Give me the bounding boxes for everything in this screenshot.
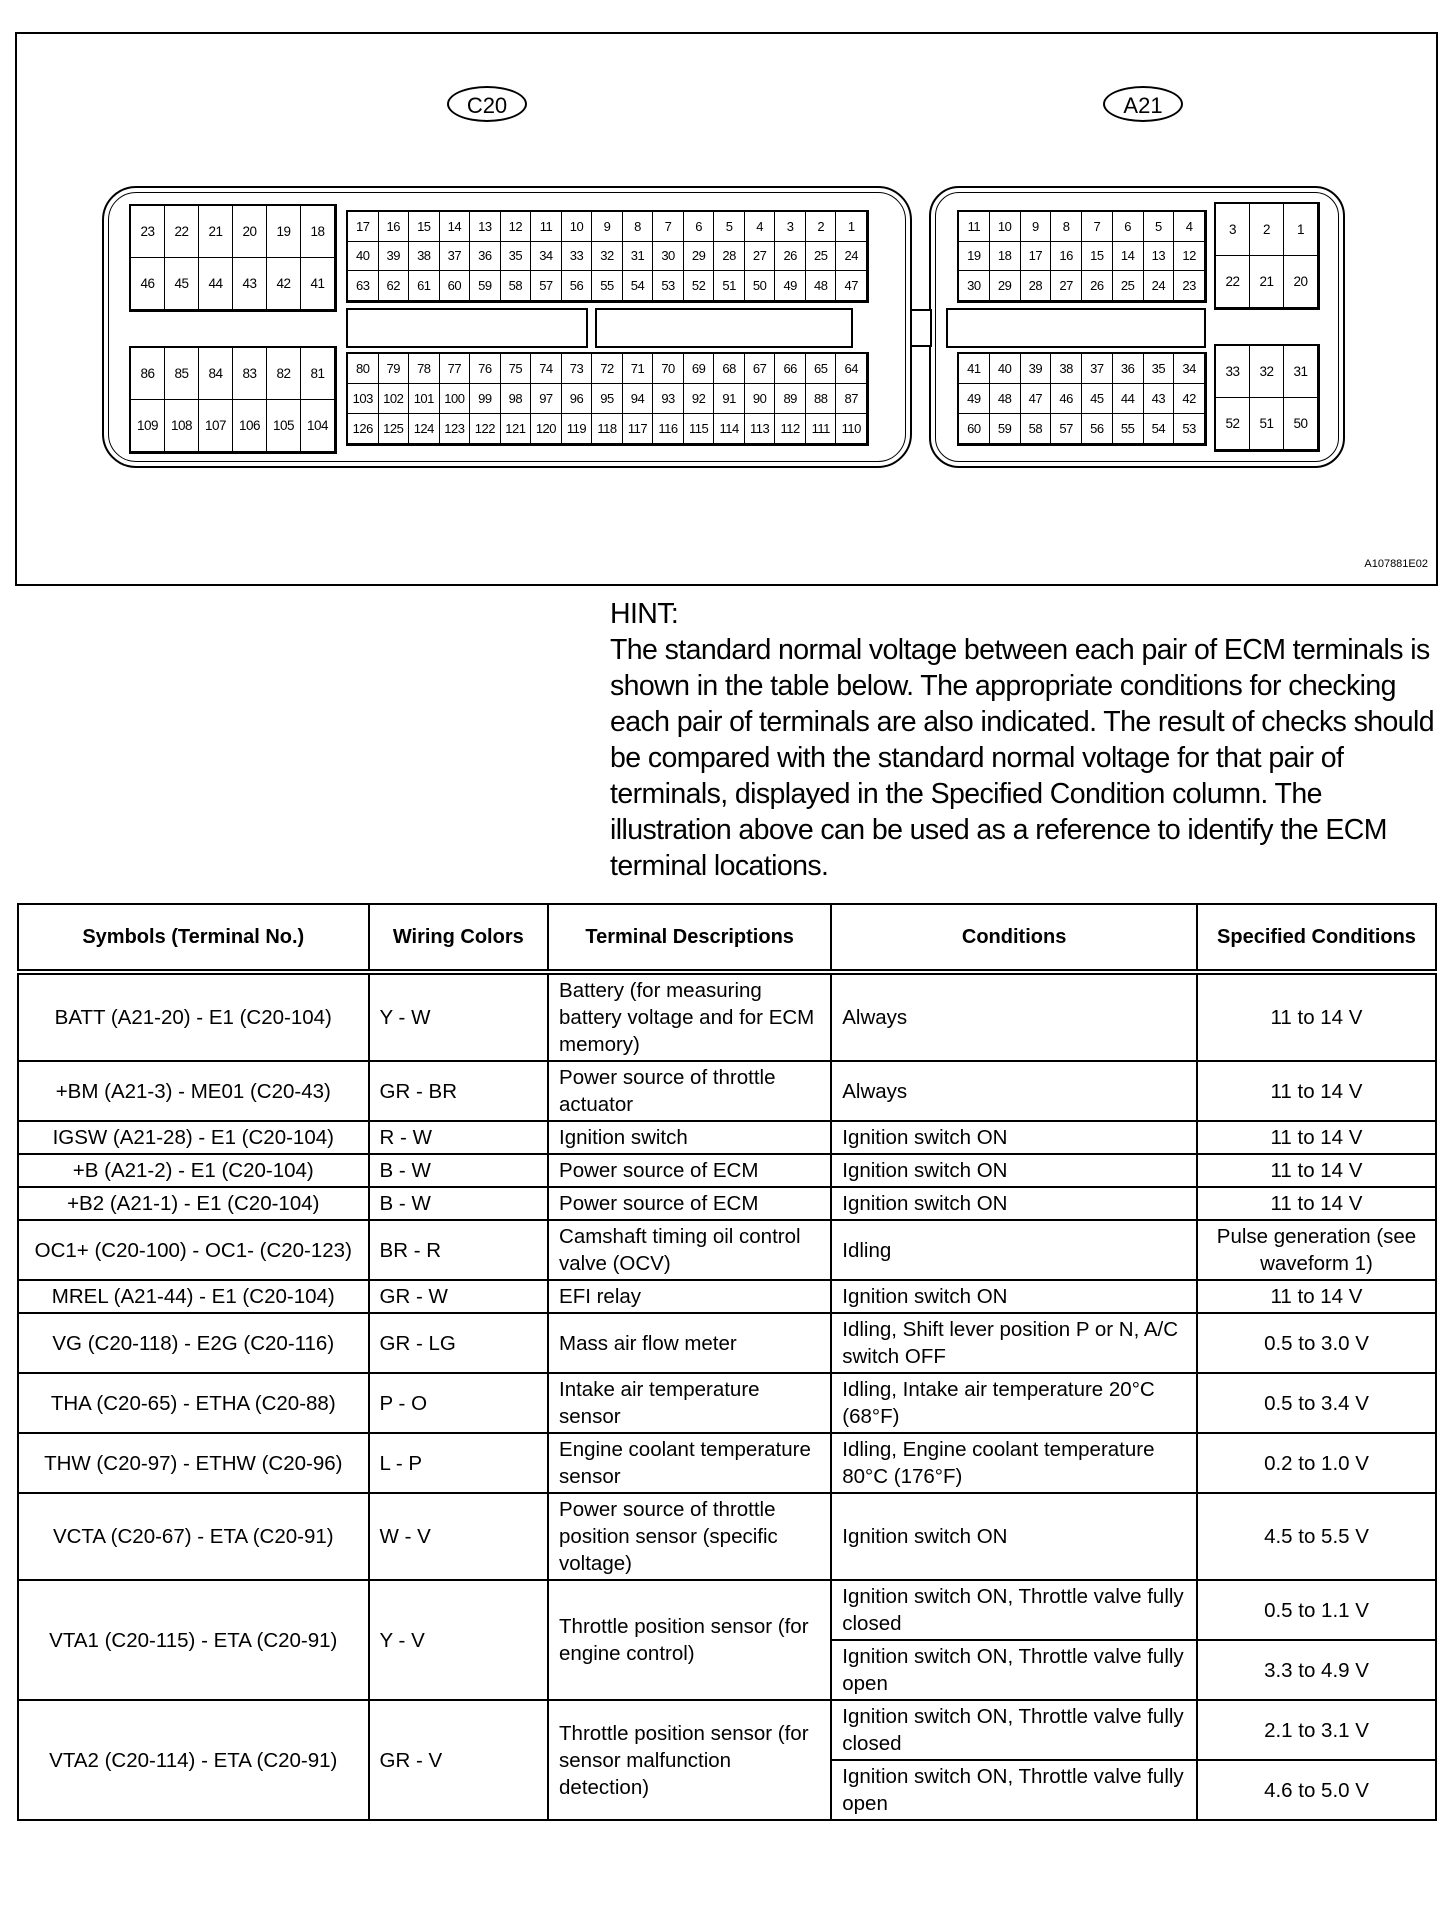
terminal-pin: 51: [1250, 398, 1284, 450]
terminal-pin: 38: [1051, 354, 1082, 384]
terminal-pin: 93: [653, 384, 684, 414]
terminal-pin: 37: [1082, 354, 1113, 384]
cell-condition: Ignition switch ON, Throttle valve fully closed: [831, 1580, 1197, 1640]
terminal-pin: 51: [714, 271, 745, 301]
terminal-pin: 113: [745, 414, 776, 444]
terminal-pin: 67: [745, 354, 776, 384]
terminal-pin: 28: [714, 242, 745, 272]
terminal-pin: 34: [1174, 354, 1205, 384]
cell-description: Throttle position sensor (for sensor malfunction detection): [548, 1700, 831, 1820]
terminal-pin: 112: [775, 414, 806, 444]
cell-description: Battery (for measuring battery voltage and for ECM memory): [548, 972, 831, 1061]
terminal-pin: 25: [1113, 271, 1144, 301]
terminal-pin: 80: [348, 354, 379, 384]
terminal-pin: 20: [1284, 256, 1318, 308]
cell-condition: Ignition switch ON: [831, 1493, 1197, 1580]
terminal-pin: 4: [745, 212, 776, 242]
cell-specified: 4.6 to 5.0 V: [1197, 1760, 1436, 1820]
terminal-pin: 117: [623, 414, 654, 444]
cell-description: EFI relay: [548, 1280, 831, 1313]
terminal-pin: 11: [531, 212, 562, 242]
cell-specified: 2.1 to 3.1 V: [1197, 1700, 1436, 1760]
terminal-pin: 8: [1051, 212, 1082, 242]
terminal-pin: 52: [1216, 398, 1250, 450]
terminal-pin: 111: [806, 414, 837, 444]
terminal-pin: 99: [470, 384, 501, 414]
terminal-pin: 79: [379, 354, 410, 384]
table-row: [18, 1280, 1436, 1313]
cell-description: Power source of ECM: [548, 1154, 831, 1187]
table-row: [18, 1433, 1436, 1493]
terminal-pin: 32: [592, 242, 623, 272]
terminal-pin: 55: [592, 271, 623, 301]
header-specified-conditions: Specified Conditions: [1197, 904, 1436, 972]
terminal-pin: 101: [409, 384, 440, 414]
terminal-pin: 124: [409, 414, 440, 444]
terminal-pin: 81: [301, 348, 335, 400]
terminal-pin: 123: [440, 414, 471, 444]
connector-latch: [910, 309, 932, 347]
terminal-pin: 121: [501, 414, 532, 444]
cell-symbols: MREL (A21-44) - E1 (C20-104): [18, 1280, 369, 1313]
ecm-connector-figure: [15, 32, 1438, 586]
a21-terminal-block-upper-main: [957, 210, 1207, 303]
terminal-pin: 95: [592, 384, 623, 414]
cell-symbols: +BM (A21-3) - ME01 (C20-43): [18, 1061, 369, 1121]
terminal-pin: 106: [233, 400, 267, 452]
terminal-pin: 84: [199, 348, 233, 400]
cell-symbols: VG (C20-118) - E2G (C20-116): [18, 1313, 369, 1373]
cell-specified: 11 to 14 V: [1197, 972, 1436, 1061]
cell-condition: Ignition switch ON, Throttle valve fully open: [831, 1640, 1197, 1700]
header-symbols: Symbols (Terminal No.): [18, 904, 369, 972]
terminal-pin: 36: [1113, 354, 1144, 384]
terminal-pin: 52: [684, 271, 715, 301]
terminal-pin: 83: [233, 348, 267, 400]
terminal-pin: 44: [1113, 384, 1144, 414]
table-row: [18, 1580, 1436, 1640]
terminal-pin: 15: [409, 212, 440, 242]
cell-description: Power source of throttle position sensor (specific voltage): [548, 1493, 831, 1580]
terminal-pin: 54: [1144, 414, 1175, 444]
terminal-pin: 5: [1144, 212, 1175, 242]
cell-condition: Idling, Shift lever position P or N, A/C switch OFF: [831, 1313, 1197, 1373]
terminal-pin: 54: [623, 271, 654, 301]
terminal-pin: 102: [379, 384, 410, 414]
terminal-pin: 98: [501, 384, 532, 414]
terminal-pin: 5: [714, 212, 745, 242]
terminal-pin: 13: [470, 212, 501, 242]
terminal-pin: 7: [653, 212, 684, 242]
cell-specified: Pulse generation (see waveform 1): [1197, 1220, 1436, 1280]
terminal-pin: 90: [745, 384, 776, 414]
cell-condition: Ignition switch ON, Throttle valve fully open: [831, 1760, 1197, 1820]
terminal-pin: 38: [409, 242, 440, 272]
terminal-pin: 47: [1021, 384, 1052, 414]
terminal-pin: 19: [267, 206, 301, 258]
terminal-pin: 35: [501, 242, 532, 272]
terminal-pin: 10: [562, 212, 593, 242]
cell-wiring-colors: P - O: [369, 1373, 548, 1433]
terminal-pin: 76: [470, 354, 501, 384]
cell-wiring-colors: W - V: [369, 1493, 548, 1580]
c20-terminal-block-lower-main: [346, 352, 869, 446]
terminal-pin: 107: [199, 400, 233, 452]
terminal-pin: 14: [440, 212, 471, 242]
terminal-pin: 28: [1021, 271, 1052, 301]
a21-terminal-block-upper-right: [1214, 202, 1320, 310]
terminal-pin: 120: [531, 414, 562, 444]
cell-condition: Ignition switch ON: [831, 1187, 1197, 1220]
terminal-pin: 47: [836, 271, 867, 301]
terminal-pin: 70: [653, 354, 684, 384]
c20-terminal-block-upper-left: [129, 204, 337, 312]
cell-specified: 4.5 to 5.5 V: [1197, 1493, 1436, 1580]
cell-symbols: +B2 (A21-1) - E1 (C20-104): [18, 1187, 369, 1220]
terminal-pin: 9: [1021, 212, 1052, 242]
terminal-pin: 43: [1144, 384, 1175, 414]
terminal-pin: 78: [409, 354, 440, 384]
cell-wiring-colors: BR - R: [369, 1220, 548, 1280]
terminal-pin: 40: [348, 242, 379, 272]
hint-title: HINT:: [610, 598, 679, 630]
terminal-pin: 50: [745, 271, 776, 301]
cell-wiring-colors: R - W: [369, 1121, 548, 1154]
terminal-pin: 71: [623, 354, 654, 384]
terminal-pin: 116: [653, 414, 684, 444]
terminal-pin: 88: [806, 384, 837, 414]
terminal-pin: 8: [623, 212, 654, 242]
terminal-pin: 27: [745, 242, 776, 272]
terminal-pin: 89: [775, 384, 806, 414]
connector-label-a21: A21: [1103, 86, 1183, 122]
terminal-pin: 55: [1113, 414, 1144, 444]
terminal-pin: 103: [348, 384, 379, 414]
terminal-pin: 57: [1051, 414, 1082, 444]
terminal-pin: 74: [531, 354, 562, 384]
cell-specified: 11 to 14 V: [1197, 1187, 1436, 1220]
cell-wiring-colors: GR - BR: [369, 1061, 548, 1121]
terminal-pin: 6: [1113, 212, 1144, 242]
cell-condition: Ignition switch ON, Throttle valve fully closed: [831, 1700, 1197, 1760]
terminal-pin: 21: [199, 206, 233, 258]
terminal-pin: 69: [684, 354, 715, 384]
terminal-pin: 9: [592, 212, 623, 242]
header-wiring-colors: Wiring Colors: [369, 904, 548, 972]
terminal-pin: 7: [1082, 212, 1113, 242]
cell-wiring-colors: B - W: [369, 1187, 548, 1220]
cell-wiring-colors: Y - V: [369, 1580, 548, 1700]
cell-symbols: VCTA (C20-67) - ETA (C20-91): [18, 1493, 369, 1580]
terminal-pin: 72: [592, 354, 623, 384]
cell-description: Throttle position sensor (for engine control): [548, 1580, 831, 1700]
cell-symbols: OC1+ (C20-100) - OC1- (C20-123): [18, 1220, 369, 1280]
cell-symbols: THA (C20-65) - ETHA (C20-88): [18, 1373, 369, 1433]
terminal-pin: 24: [1144, 271, 1175, 301]
terminal-pin: 65: [806, 354, 837, 384]
terminal-pin: 97: [531, 384, 562, 414]
c20-key-slot-right: [595, 308, 853, 348]
table-row: [18, 1061, 1436, 1121]
terminal-pin: 11: [959, 212, 990, 242]
terminal-pin: 48: [990, 384, 1021, 414]
terminal-pin: 91: [714, 384, 745, 414]
terminal-pin: 46: [1051, 384, 1082, 414]
terminal-pin: 25: [806, 242, 837, 272]
terminal-pin: 73: [562, 354, 593, 384]
table-row: [18, 1700, 1436, 1760]
terminal-pin: 110: [836, 414, 867, 444]
terminal-pin: 49: [959, 384, 990, 414]
cell-condition: Idling, Intake air temperature 20°C (68°F): [831, 1373, 1197, 1433]
terminal-pin: 108: [165, 400, 199, 452]
cell-specified: 0.5 to 3.4 V: [1197, 1373, 1436, 1433]
hint-text: The standard normal voltage between each pair of ECM terminals is shown in the table below. The appropriate conditions for checking each pair of terminals are also indicated. The result of checks should be compared with the standard normal voltage for that pair of terminals, displayed in the Specified Condition column. The illustration above can be used as a reference to identify the ECM terminal locations.: [610, 634, 1435, 882]
terminal-pin: 62: [379, 271, 410, 301]
terminal-pin: 126: [348, 414, 379, 444]
terminal-pin: 10: [990, 212, 1021, 242]
cell-condition: Always: [831, 1061, 1197, 1121]
cell-description: Ignition switch: [548, 1121, 831, 1154]
cell-symbols: +B (A21-2) - E1 (C20-104): [18, 1154, 369, 1187]
terminal-pin: 3: [775, 212, 806, 242]
terminal-pin: 33: [1216, 346, 1250, 398]
cell-specified: 11 to 14 V: [1197, 1280, 1436, 1313]
terminal-pin: 59: [990, 414, 1021, 444]
cell-condition: Always: [831, 972, 1197, 1061]
cell-condition: Ignition switch ON: [831, 1154, 1197, 1187]
cell-description: Mass air flow meter: [548, 1313, 831, 1373]
table-row: [18, 1373, 1436, 1433]
terminal-pin: 77: [440, 354, 471, 384]
terminal-pin: 68: [714, 354, 745, 384]
cell-condition: Idling, Engine coolant temperature 80°C (176°F): [831, 1433, 1197, 1493]
terminal-pin: 15: [1082, 242, 1113, 272]
terminal-pin: 6: [684, 212, 715, 242]
terminal-pin: 115: [684, 414, 715, 444]
terminal-pin: 122: [470, 414, 501, 444]
terminal-pin: 2: [1250, 204, 1284, 256]
terminal-pin: 33: [562, 242, 593, 272]
terminal-pin: 26: [1082, 271, 1113, 301]
connector-label-c20: C20: [447, 86, 527, 122]
cell-specified: 11 to 14 V: [1197, 1061, 1436, 1121]
header-conditions: Conditions: [831, 904, 1197, 972]
terminal-pin: 96: [562, 384, 593, 414]
terminal-pin: 46: [131, 258, 165, 310]
table-row: [18, 1313, 1436, 1373]
cell-wiring-colors: GR - W: [369, 1280, 548, 1313]
terminal-pin: 87: [836, 384, 867, 414]
cell-wiring-colors: GR - V: [369, 1700, 548, 1820]
cell-description: Power source of throttle actuator: [548, 1061, 831, 1121]
terminal-pin: 3: [1216, 204, 1250, 256]
terminal-pin: 60: [440, 271, 471, 301]
terminal-pin: 30: [653, 242, 684, 272]
terminal-pin: 2: [806, 212, 837, 242]
terminal-pin: 41: [301, 258, 335, 310]
cell-symbols: IGSW (A21-28) - E1 (C20-104): [18, 1121, 369, 1154]
cell-wiring-colors: L - P: [369, 1433, 548, 1493]
terminal-pin: 34: [531, 242, 562, 272]
terminal-pin: 35: [1144, 354, 1175, 384]
terminal-pin: 14: [1113, 242, 1144, 272]
terminal-pin: 45: [165, 258, 199, 310]
table-row: [18, 1220, 1436, 1280]
cell-symbols: VTA2 (C20-114) - ETA (C20-91): [18, 1700, 369, 1820]
terminal-pin: 92: [684, 384, 715, 414]
cell-condition: Ignition switch ON: [831, 1121, 1197, 1154]
terminal-pin: 105: [267, 400, 301, 452]
a21-terminal-block-lower-right: [1214, 344, 1320, 452]
terminal-pin: 12: [501, 212, 532, 242]
terminal-pin: 23: [131, 206, 165, 258]
terminal-pin: 86: [131, 348, 165, 400]
terminal-pin: 26: [775, 242, 806, 272]
cell-specified: 0.5 to 3.0 V: [1197, 1313, 1436, 1373]
terminal-pin: 45: [1082, 384, 1113, 414]
cell-wiring-colors: GR - LG: [369, 1313, 548, 1373]
terminal-pin: 17: [348, 212, 379, 242]
terminal-pin: 119: [562, 414, 593, 444]
terminal-pin: 109: [131, 400, 165, 452]
terminal-pin: 24: [836, 242, 867, 272]
terminal-pin: 57: [531, 271, 562, 301]
terminal-pin: 114: [714, 414, 745, 444]
hint-block: [610, 596, 1450, 884]
terminal-pin: 31: [1284, 346, 1318, 398]
terminal-pin: 75: [501, 354, 532, 384]
terminal-pin: 58: [501, 271, 532, 301]
terminal-pin: 100: [440, 384, 471, 414]
terminal-pin: 56: [562, 271, 593, 301]
table-header-row: [18, 904, 1436, 972]
ecm-terminal-table: [17, 903, 1437, 1821]
terminal-pin: 22: [165, 206, 199, 258]
cell-specified: 3.3 to 4.9 V: [1197, 1640, 1436, 1700]
cell-specified: 0.5 to 1.1 V: [1197, 1580, 1436, 1640]
terminal-pin: 1: [836, 212, 867, 242]
terminal-pin: 16: [379, 212, 410, 242]
terminal-pin: 49: [775, 271, 806, 301]
table-row: [18, 972, 1436, 1061]
table-row: [18, 1154, 1436, 1187]
terminal-pin: 37: [440, 242, 471, 272]
terminal-pin: 61: [409, 271, 440, 301]
terminal-pin: 18: [301, 206, 335, 258]
terminal-pin: 125: [379, 414, 410, 444]
terminal-pin: 12: [1174, 242, 1205, 272]
terminal-pin: 13: [1144, 242, 1175, 272]
cell-specified: 0.2 to 1.0 V: [1197, 1433, 1436, 1493]
terminal-pin: 22: [1216, 256, 1250, 308]
cell-specified: 11 to 14 V: [1197, 1121, 1436, 1154]
terminal-pin: 64: [836, 354, 867, 384]
terminal-pin: 39: [379, 242, 410, 272]
terminal-pin: 19: [959, 242, 990, 272]
table-row: [18, 1187, 1436, 1220]
terminal-pin: 53: [1174, 414, 1205, 444]
terminal-pin: 104: [301, 400, 335, 452]
terminal-pin: 29: [990, 271, 1021, 301]
cell-description: Power source of ECM: [548, 1187, 831, 1220]
terminal-pin: 27: [1051, 271, 1082, 301]
terminal-pin: 60: [959, 414, 990, 444]
a21-terminal-block-lower-main: [957, 352, 1207, 446]
cell-specified: 11 to 14 V: [1197, 1154, 1436, 1187]
terminal-pin: 118: [592, 414, 623, 444]
terminal-pin: 40: [990, 354, 1021, 384]
cell-wiring-colors: B - W: [369, 1154, 548, 1187]
figure-id: A107881E02: [1364, 558, 1428, 570]
terminal-pin: 16: [1051, 242, 1082, 272]
c20-key-slot-left: [346, 308, 588, 348]
a21-key-slot: [946, 308, 1206, 348]
terminal-pin: 17: [1021, 242, 1052, 272]
terminal-pin: 58: [1021, 414, 1052, 444]
cell-wiring-colors: Y - W: [369, 972, 548, 1061]
terminal-pin: 59: [470, 271, 501, 301]
c20-terminal-block-upper-main: [346, 210, 869, 303]
terminal-pin: 66: [775, 354, 806, 384]
terminal-pin: 94: [623, 384, 654, 414]
terminal-pin: 32: [1250, 346, 1284, 398]
header-terminal-descriptions: Terminal Descriptions: [548, 904, 831, 972]
cell-symbols: BATT (A21-20) - E1 (C20-104): [18, 972, 369, 1061]
terminal-pin: 4: [1174, 212, 1205, 242]
terminal-pin: 42: [267, 258, 301, 310]
terminal-pin: 85: [165, 348, 199, 400]
cell-symbols: VTA1 (C20-115) - ETA (C20-91): [18, 1580, 369, 1700]
terminal-pin: 30: [959, 271, 990, 301]
cell-description: Engine coolant temperature sensor: [548, 1433, 831, 1493]
table-row: [18, 1121, 1436, 1154]
terminal-pin: 36: [470, 242, 501, 272]
terminal-pin: 63: [348, 271, 379, 301]
terminal-pin: 42: [1174, 384, 1205, 414]
cell-description: Intake air temperature sensor: [548, 1373, 831, 1433]
terminal-pin: 29: [684, 242, 715, 272]
cell-description: Camshaft timing oil control valve (OCV): [548, 1220, 831, 1280]
c20-terminal-block-lower-left: [129, 346, 337, 454]
table-row: [18, 1493, 1436, 1580]
terminal-pin: 39: [1021, 354, 1052, 384]
terminal-pin: 21: [1250, 256, 1284, 308]
terminal-pin: 20: [233, 206, 267, 258]
cell-condition: Idling: [831, 1220, 1197, 1280]
terminal-pin: 53: [653, 271, 684, 301]
terminal-pin: 18: [990, 242, 1021, 272]
terminal-pin: 41: [959, 354, 990, 384]
terminal-pin: 48: [806, 271, 837, 301]
cell-symbols: THW (C20-97) - ETHW (C20-96): [18, 1433, 369, 1493]
terminal-pin: 44: [199, 258, 233, 310]
terminal-pin: 43: [233, 258, 267, 310]
terminal-pin: 31: [623, 242, 654, 272]
terminal-pin: 82: [267, 348, 301, 400]
cell-condition: Ignition switch ON: [831, 1280, 1197, 1313]
terminal-pin: 56: [1082, 414, 1113, 444]
terminal-pin: 1: [1284, 204, 1318, 256]
terminal-pin: 23: [1174, 271, 1205, 301]
terminal-pin: 50: [1284, 398, 1318, 450]
